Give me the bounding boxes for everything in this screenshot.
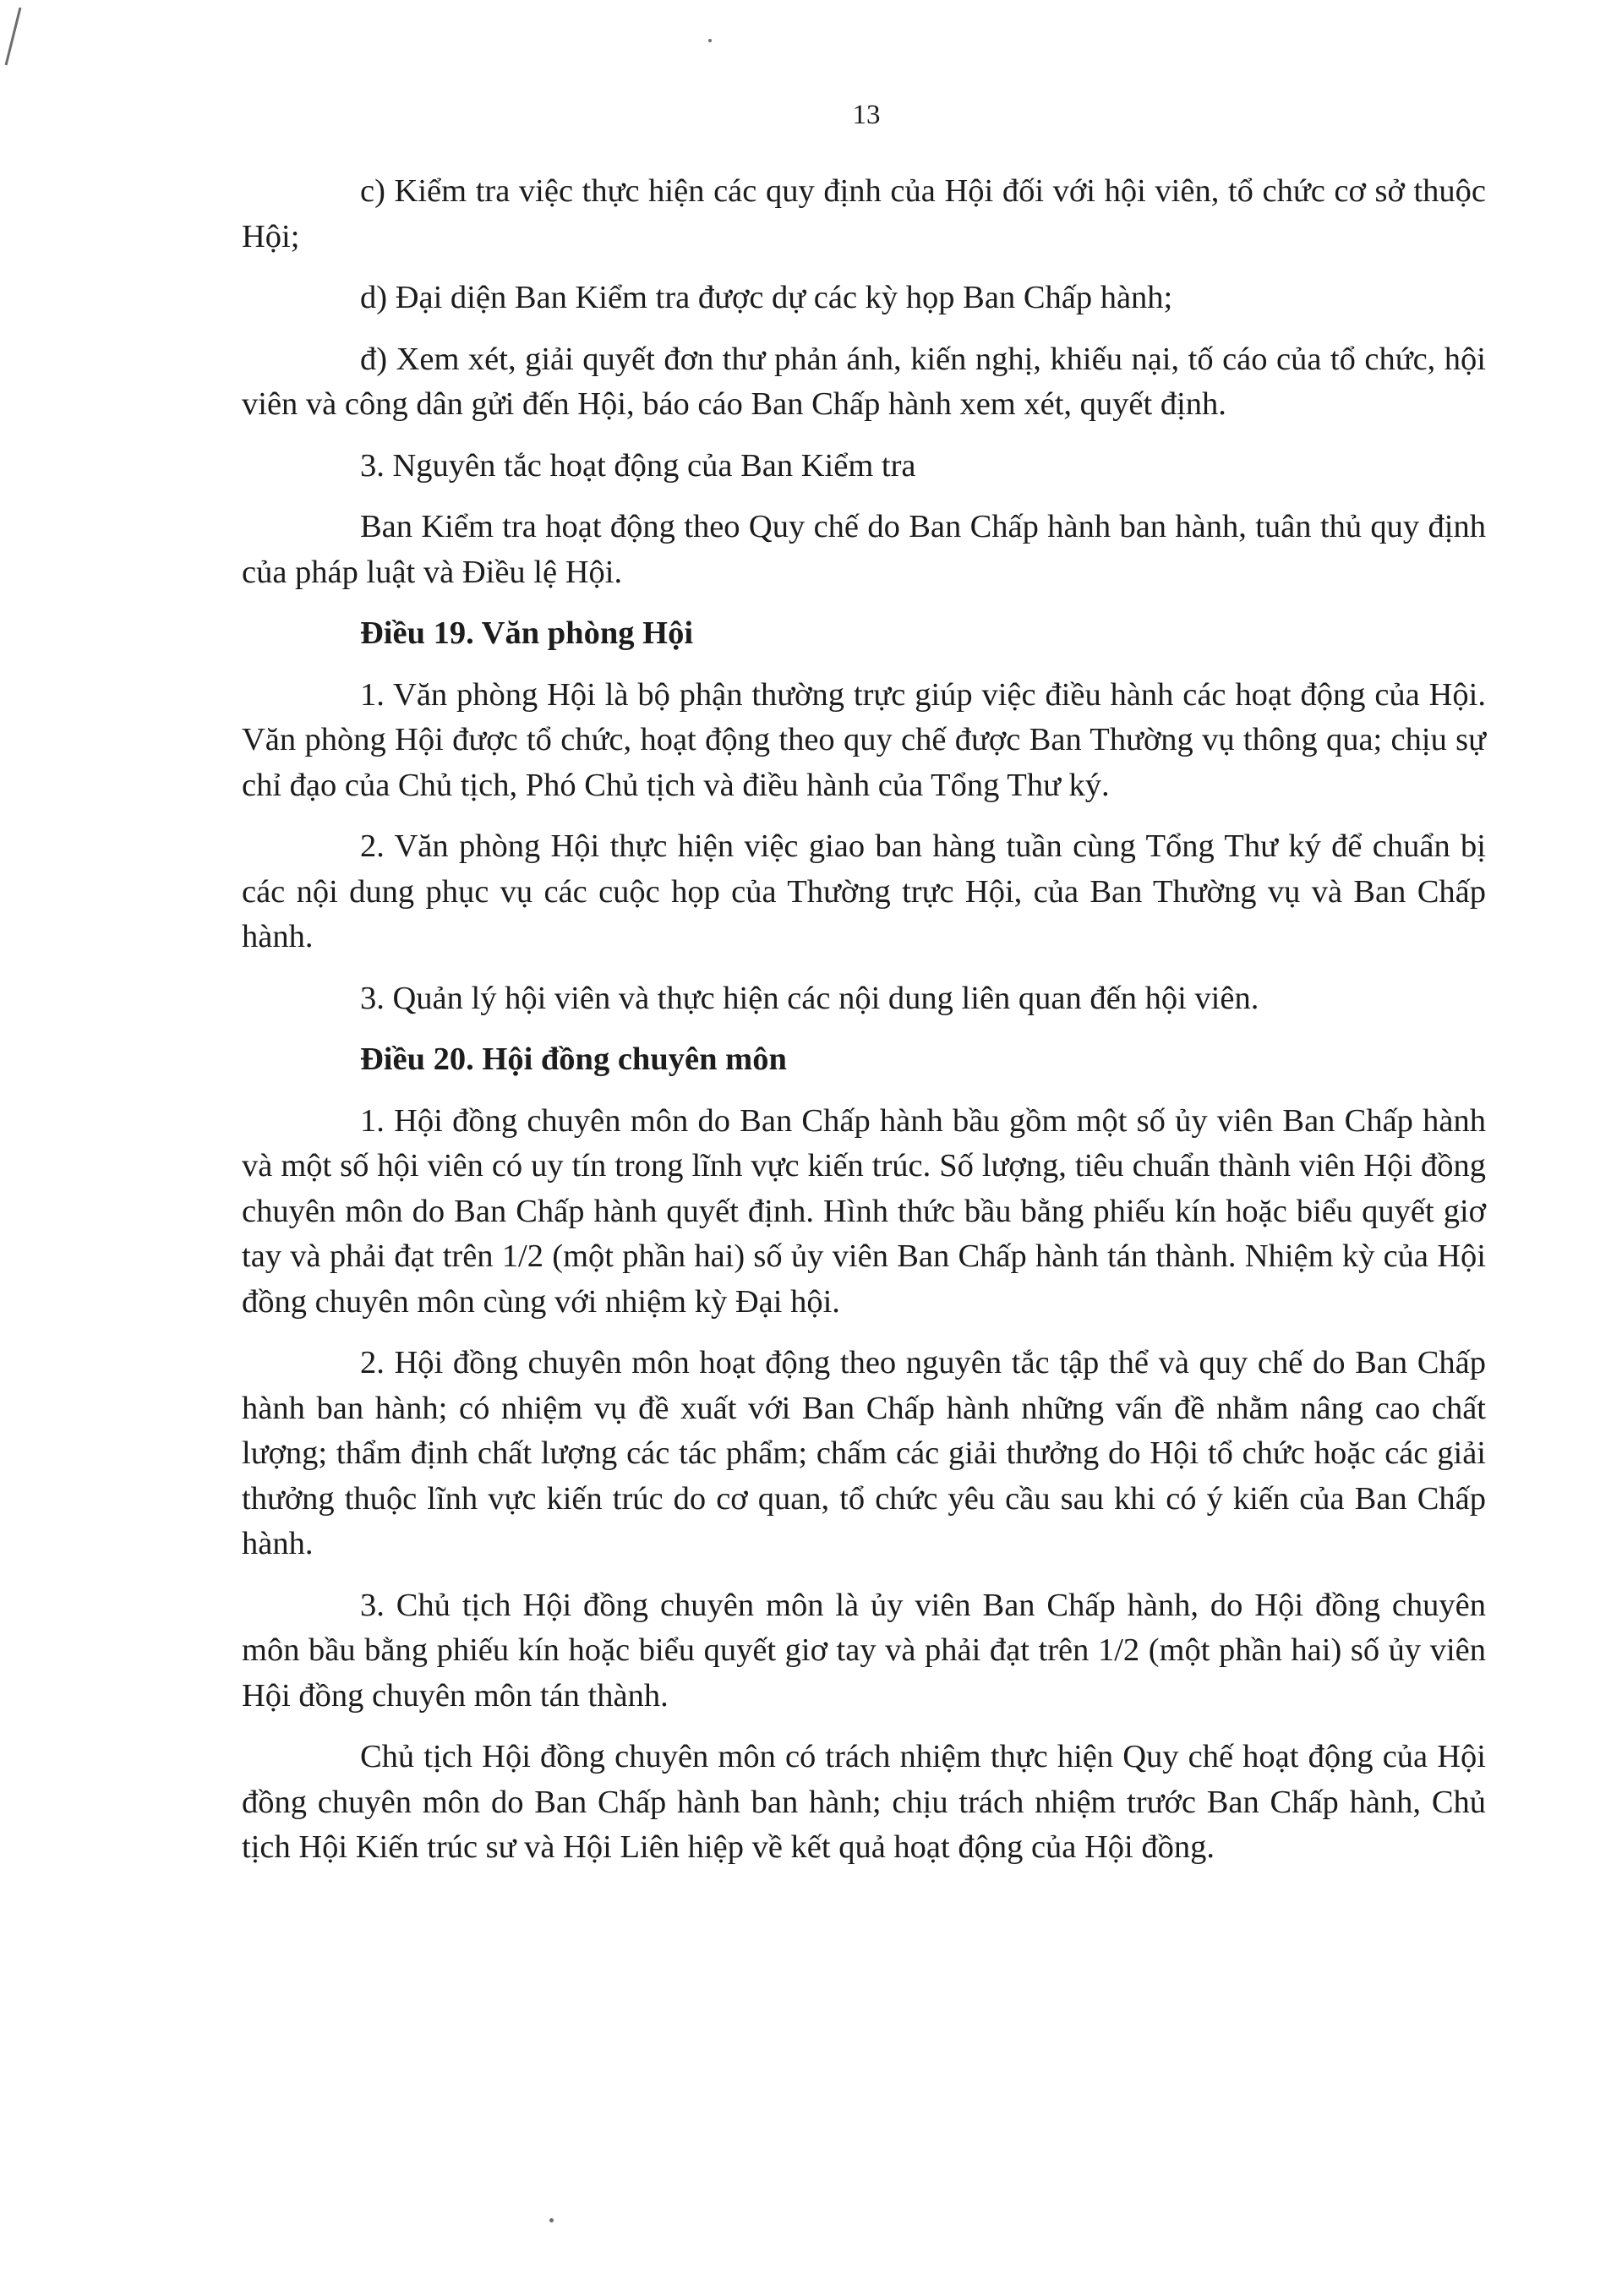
paragraph: 2. Văn phòng Hội thực hiện việc giao ban hàng tuần cùng Tổng Thư ký để chuẩn bị các nội dung phục vụ các cuộc họp của Thường trực Hội, của Ban Thường vụ và Ban Chấp hành. — [242, 828, 1486, 954]
paragraph: Ban Kiểm tra hoạt động theo Quy chế do Ban Chấp hành ban hành, tuân thủ quy định của pháp luật và Điều lệ Hội. — [242, 509, 1486, 590]
paragraph: 3. Quản lý hội viên và thực hiện các nội dung liên quan đến hội viên. — [360, 980, 1259, 1016]
document-body — [242, 169, 1486, 1887]
paragraph: 1. Văn phòng Hội là bộ phận thường trực giúp việc điều hành các hoạt động của Hội. Văn phòng Hội được tổ chức, hoạt động theo quy chế được Ban Thường vụ thông qua; chịu sự chỉ đạo của Chủ tịch, Phó Chủ tịch và điều hành của Tổng Thư ký. — [242, 676, 1486, 803]
paragraph: 2. Hội đồng chuyên môn hoạt động theo nguyên tắc tập thể và quy chế do Ban Chấp hành ban hành; có nhiệm vụ đề xuất với Ban Chấp hành những vấn đề nhằm nâng cao chất lượng; thẩm định chất lượng các tác phẩm; chấm các giải thưởng do Hội tổ chức hoặc các giải thưởng thuộc lĩnh vực kiến trúc do cơ quan, tổ chức yêu cầu sau khi có ý kiến của Ban Chấp hành. — [242, 1345, 1486, 1561]
paragraph: Chủ tịch Hội đồng chuyên môn có trách nhiệm thực hiện Quy chế hoạt động của Hội đồng chuyên môn do Ban Chấp hành ban hành; chịu trách nhiệm trước Ban Chấp hành, Chủ tịch Hội Kiến trúc sư và Hội Liên hiệp về kết quả hoạt động của Hội đồng. — [242, 1739, 1486, 1865]
scan-mark-top-left — [5, 8, 22, 66]
scan-dot — [708, 39, 712, 42]
paragraph: 3. Nguyên tắc hoạt động của Ban Kiểm tra — [360, 447, 916, 484]
paragraph: 3. Chủ tịch Hội đồng chuyên môn là ủy viên Ban Chấp hành, do Hội đồng chuyên môn bầu bằng phiếu kín hoặc biểu quyết giơ tay và phải đạt trên 1/2 (một phần hai) số ủy viên Hội đồng chuyên môn tán thành. — [242, 1587, 1486, 1714]
scan-dot — [549, 2218, 554, 2222]
paragraph: 1. Hội đồng chuyên môn do Ban Chấp hành bầu gồm một số ủy viên Ban Chấp hành và một số hội viên có uy tín trong lĩnh vực kiến trúc. Số lượng, tiêu chuẩn thành viên Hội đồng chuyên môn do Ban Chấp hành quyết định. Hình thức bầu bằng phiếu kín hoặc biểu quyết giơ tay và phải đạt trên 1/2 (một phần hai) số ủy viên Ban Chấp hành tán thành. Nhiệm kỳ của Hội đồng chuyên môn cùng với nhiệm kỳ Đại hội. — [242, 1102, 1486, 1320]
article-20-heading: Điều 20. Hội đồng chuyên môn — [360, 1041, 787, 1077]
paragraph: c) Kiểm tra việc thực hiện các quy định của Hội đối với hội viên, tổ chức cơ sở thuộc Hội; — [242, 173, 1486, 254]
paragraph: d) Đại diện Ban Kiểm tra được dự các kỳ họp Ban Chấp hành; — [360, 280, 1173, 315]
page-number: 13 — [852, 100, 881, 130]
paragraph: đ) Xem xét, giải quyết đơn thư phản ánh, kiến nghị, khiếu nại, tố cáo của tổ chức, hội viên và công dân gửi đến Hội, báo cáo Ban Chấp hành xem xét, quyết định. — [242, 341, 1486, 422]
article-19-heading: Điều 19. Văn phòng Hội — [360, 615, 694, 651]
